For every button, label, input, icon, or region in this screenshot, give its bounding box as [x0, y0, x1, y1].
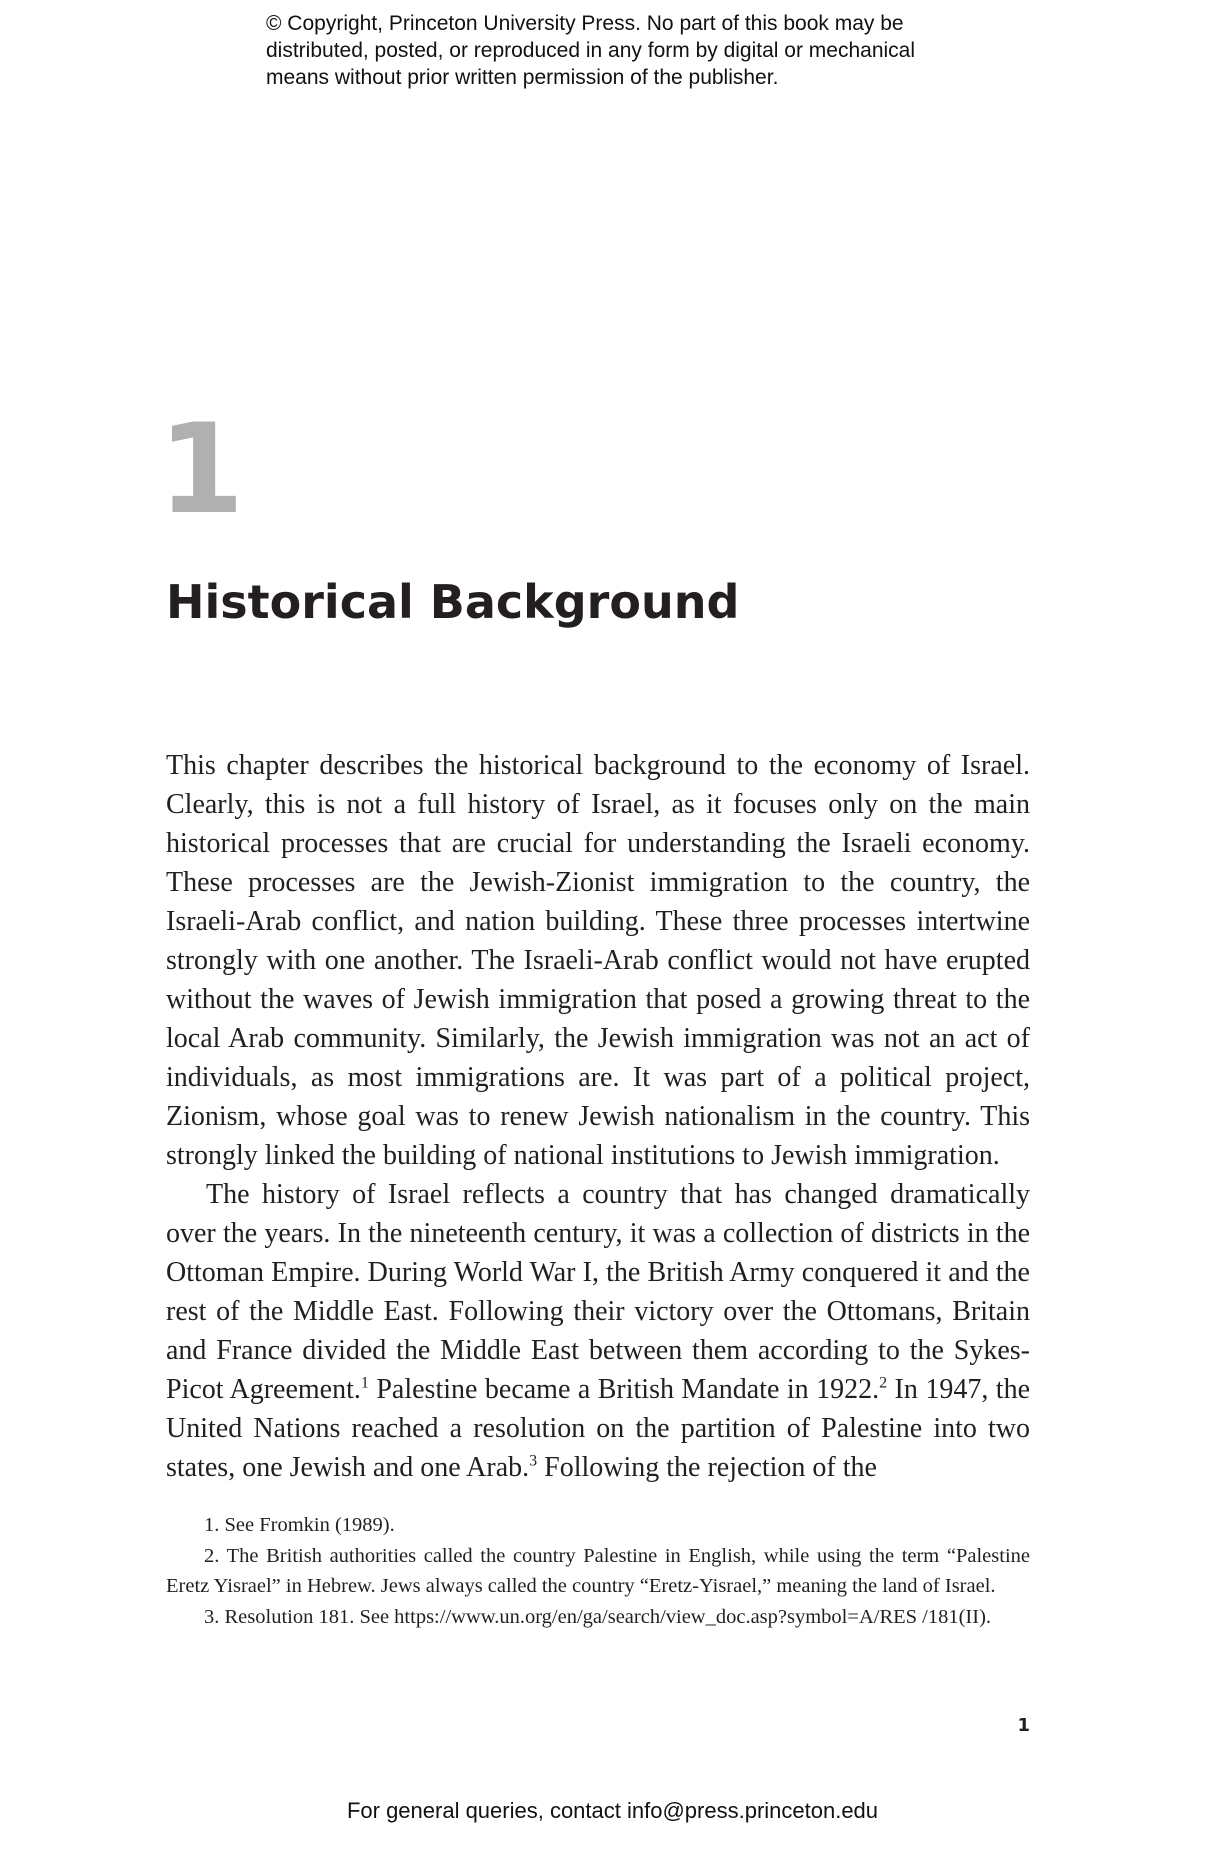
footnote-ref-3: 3 — [529, 1452, 538, 1470]
footnote-3: 3. Resolution 181. See https://www.un.org/en/ga/search/view_doc.asp?symbol=A/RES /181(II). — [204, 1605, 992, 1628]
footnote-1: 1. See Fromkin (1989). — [204, 1514, 395, 1536]
chapter-number: 1 — [158, 398, 245, 542]
page-number: 1 — [1017, 1715, 1030, 1736]
footnote-2: 2. The British authorities called the country Palestine in English, while using the term “Palestine Eretz Yisrael” in Hebrew. Jews always called the country “Eretz-Yisrael,” meaning the land of Israel. — [166, 1544, 1030, 1597]
paragraph-2-part-c: In 1947, the United Nations reached a resolution on the partition of Palestine into two states, one Jewish and one Arab. — [166, 1374, 1031, 1483]
chapter-title: Historical Background — [166, 575, 740, 629]
paragraph-2-part-b: Palestine became a British Mandate in 1922. — [368, 1374, 880, 1405]
footer-contact: For general queries, contact info@press.princeton.edu — [346, 1798, 879, 1823]
footnote-ref-1: 1 — [360, 1374, 369, 1392]
paragraph-2-part-d: Following the rejection of the — [537, 1452, 877, 1483]
footnotes — [166, 1510, 1030, 1632]
paragraph-2 — [166, 1175, 1030, 1487]
body-text — [166, 746, 1030, 1487]
footnote-ref-2: 2 — [879, 1374, 888, 1392]
paragraph-1: This chapter describes the historical background to the economy of Israel. Clearly, this is not a full history of Israel, as it focuses only on the main historical processes that are crucial for understanding the Israeli economy. These processes are the Jewish-Zionist immigration to the country, the Israeli-Arab conflict, and nation building. These three processes intertwine strongly with one another. The Israeli-Arab conflict would not have erupted without the waves of Jewish immigration that posed a growing threat to the local Arab community. Similarly, the Jewish immigration was not an act of individuals, as most immigrations are. It was part of a political project, Zionism, whose goal was to renew Jewish nationalism in the country. This strongly linked the building of national institutions to Jewish immigration. — [166, 750, 1030, 1171]
copyright-line-1: © Copyright, Princeton University Press. No part of this book may be — [266, 12, 904, 35]
copyright-line-2: distributed, posted, or reproduced in any form by digital or mechanical — [266, 39, 916, 62]
paragraph-2-part-a: The history of Israel reflects a country that has changed dramatically over the years. In the nineteenth century, it was a collection of districts in the Ottoman Empire. During World War I, the British Army conquered it and the rest of the Middle East. Following their victory over the Ottomans, Britain and France divided the Middle East between them according to the Sykes-Picot Agreement. — [166, 1179, 1030, 1405]
copyright-line-3: means without prior written permission of the publisher. — [266, 66, 779, 89]
copyright-notice — [266, 10, 1026, 91]
